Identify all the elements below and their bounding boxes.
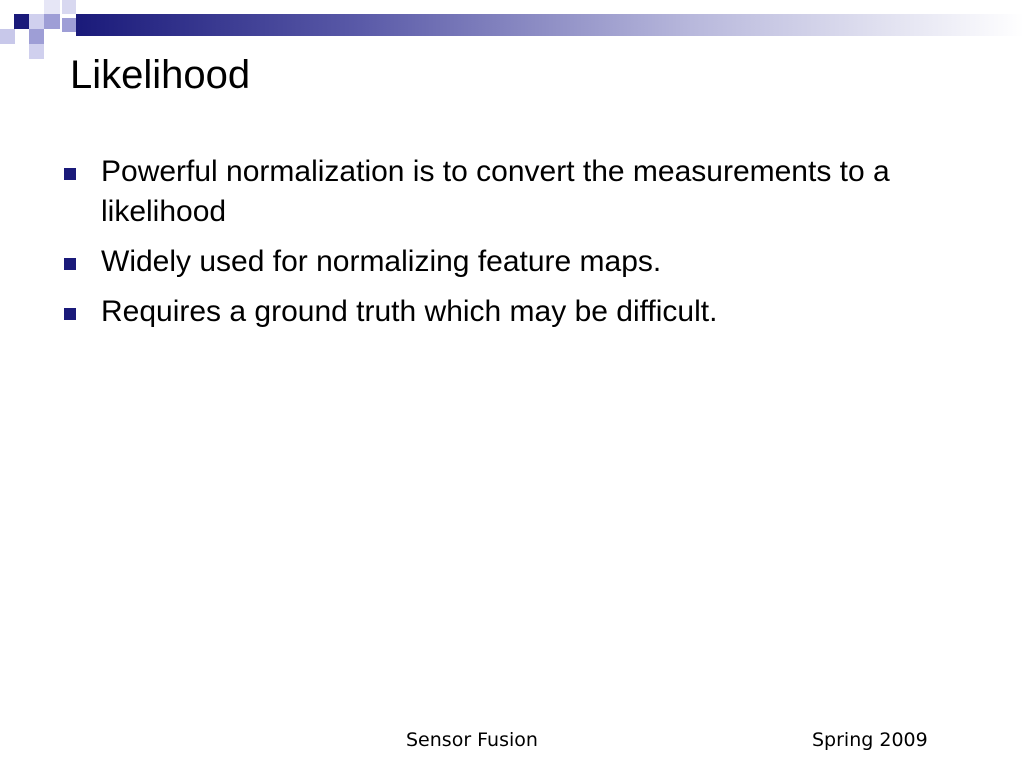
decor-square (44, 14, 60, 29)
decor-square (62, 18, 76, 32)
footer-term: Spring 2009 (812, 729, 928, 751)
bullet-item (64, 242, 964, 282)
slide-title: Likelihood (70, 53, 251, 97)
bullet-item (64, 152, 964, 232)
bullet-text: Widely used for normalizing feature maps. (101, 245, 662, 278)
bullet-item (64, 292, 964, 332)
footer-course-name: Sensor Fusion (406, 729, 538, 751)
square-bullet-icon (64, 308, 76, 320)
square-bullet-icon (64, 258, 76, 270)
bullet-list (64, 152, 964, 342)
decor-square (62, 0, 76, 14)
header-gradient-bar (76, 14, 1024, 36)
decor-square (29, 44, 44, 59)
decor-square (0, 29, 15, 44)
decor-square (29, 14, 44, 29)
square-bullet-icon (64, 168, 76, 180)
decor-square (14, 14, 29, 29)
bullet-text: Requires a ground truth which may be difficult. (101, 295, 718, 328)
decor-square (44, 0, 60, 14)
decor-square (14, 0, 29, 14)
decor-square (29, 29, 44, 44)
bullet-text: Powerful normalization is to convert the measurements to a likelihood (101, 155, 890, 228)
